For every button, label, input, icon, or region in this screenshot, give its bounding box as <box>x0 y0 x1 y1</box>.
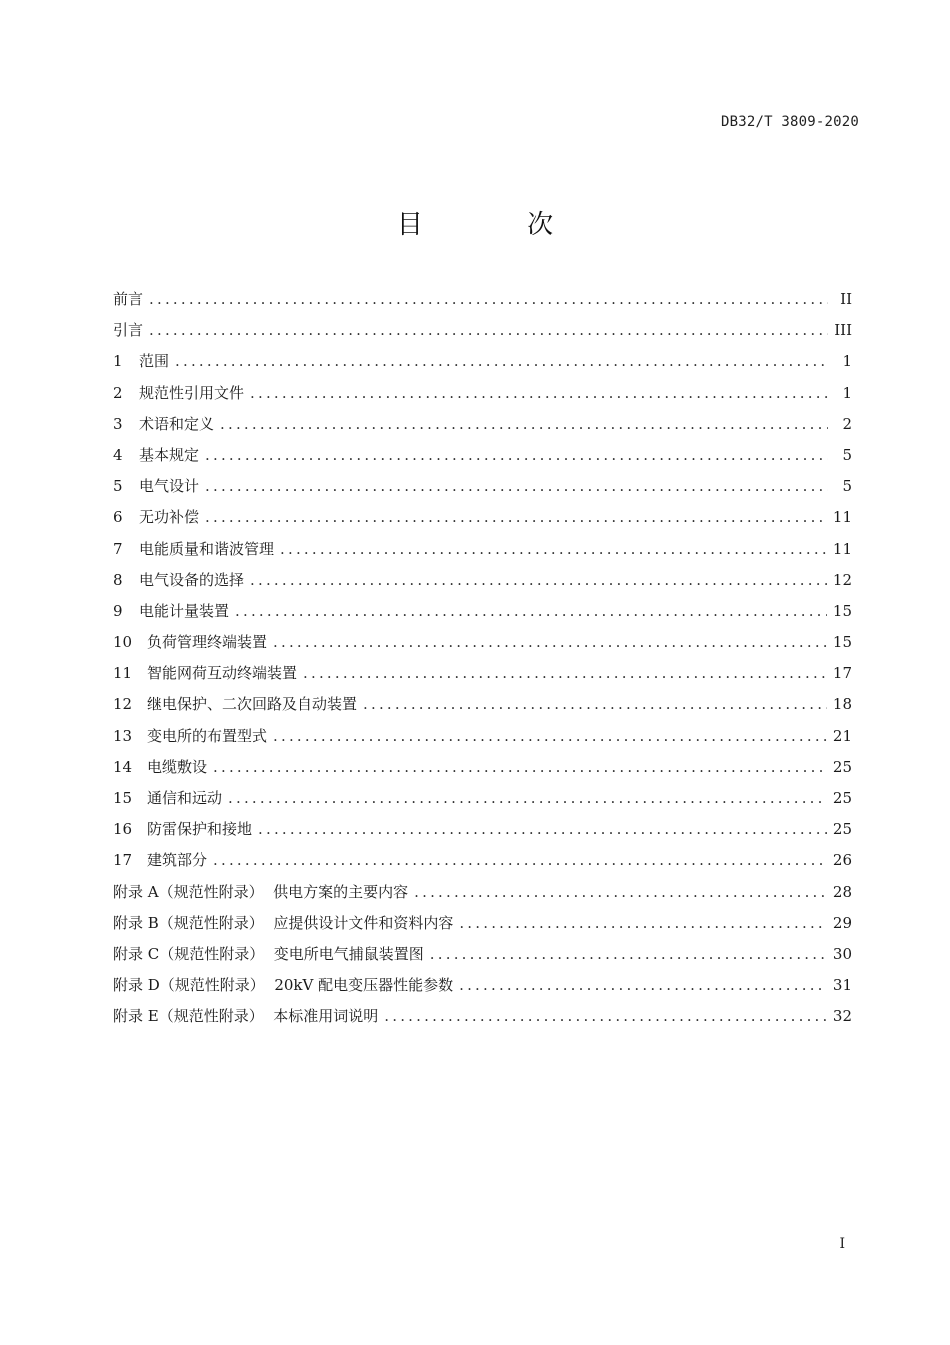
toc-leader-dots <box>459 970 827 1001</box>
toc-entry-page: 30 <box>832 944 852 963</box>
toc-entry-page: 26 <box>832 851 852 870</box>
toc-leader-dots <box>228 783 827 814</box>
toc-entry-label: 电能质量和谐波管理 <box>139 539 275 558</box>
toc-entry-number: 17 <box>113 851 133 870</box>
toc-entry-number: 8 <box>113 570 123 589</box>
toc-entry-page: II <box>840 290 852 308</box>
toc-leader-dots <box>258 814 827 845</box>
toc-leader-dots <box>303 658 827 689</box>
toc-leader-dots <box>149 315 828 346</box>
toc-entry-number: 5 <box>113 477 123 496</box>
toc-leader-dots <box>205 471 828 502</box>
toc-entry-number: 3 <box>113 414 123 433</box>
toc-entry-label: 智能网荷互动终端装置 <box>147 664 298 683</box>
toc-entry-label: 无功补偿 <box>139 508 200 527</box>
toc-entry-label: 电能计量装置 <box>139 601 230 620</box>
toc-leader-dots <box>149 284 828 315</box>
toc-entry-page: III <box>834 321 852 340</box>
toc-entry-page: 2 <box>842 414 852 433</box>
toc-entry-1[interactable] <box>113 346 852 377</box>
toc-entry-label: 范围 <box>139 352 170 371</box>
toc-entry-2[interactable] <box>113 378 852 409</box>
toc-entry-7[interactable] <box>113 534 852 565</box>
toc-entry-number: 15 <box>113 789 133 807</box>
toc-leader-dots <box>430 939 827 970</box>
toc-entry-appendix-b[interactable] <box>113 908 852 939</box>
toc-entry-label: 建筑部分 <box>147 851 208 870</box>
toc-entry-11[interactable] <box>113 658 852 689</box>
toc-entry-number: 12 <box>113 695 133 714</box>
toc-entry-3[interactable] <box>113 409 852 440</box>
toc-entry-label: 继电保护、二次回路及自动装置 <box>147 695 358 714</box>
toc-entry-label: 变电所的布置型式 <box>147 726 268 745</box>
toc-entry-page: 12 <box>832 570 852 589</box>
toc-entry-appendix-c[interactable] <box>113 939 852 970</box>
toc-entry-label: 附录 C（规范性附录） 变电所电气捕鼠装置图 <box>113 944 424 963</box>
toc-leader-dots <box>213 845 827 876</box>
toc-entry-label: 术语和定义 <box>139 414 215 433</box>
toc-entry-9[interactable] <box>113 596 852 627</box>
toc-leader-dots <box>273 627 827 658</box>
toc-entry-appendix-d[interactable] <box>113 970 852 1001</box>
toc-leader-dots <box>280 534 827 565</box>
toc-leader-dots <box>459 908 827 939</box>
toc-leader-dots <box>414 877 827 908</box>
toc-entry-appendix-a[interactable] <box>113 877 852 908</box>
toc-entry-16[interactable] <box>113 814 852 845</box>
toc-leader-dots <box>175 346 828 377</box>
toc-entry-label: 前言 <box>113 290 144 308</box>
toc-entry-label: 电气设备的选择 <box>139 570 245 589</box>
toc-leader-dots <box>250 378 828 409</box>
toc-entry-page: 11 <box>832 539 852 558</box>
toc-entry-number: 2 <box>113 383 123 402</box>
toc-entry-14[interactable] <box>113 752 852 783</box>
toc-entry-page: 17 <box>832 664 852 683</box>
toc-entry-label: 附录 B（规范性附录） 应提供设计文件和资料内容 <box>113 913 454 932</box>
toc-entry-introduction[interactable] <box>113 315 852 346</box>
toc-entry-12[interactable] <box>113 689 852 720</box>
toc-entry-page: 32 <box>832 1007 852 1026</box>
toc-entry-17[interactable] <box>113 845 852 876</box>
toc-entry-number: 4 <box>113 445 123 464</box>
toc-leader-dots <box>384 1001 827 1032</box>
toc-entry-6[interactable] <box>113 502 852 533</box>
toc-entry-page: 15 <box>832 633 852 652</box>
toc-entry-label: 基本规定 <box>139 445 200 464</box>
toc-entry-number: 13 <box>113 726 133 745</box>
toc-entry-number: 14 <box>113 757 133 776</box>
toc-entry-label: 通信和远动 <box>147 789 223 807</box>
toc-leader-dots <box>220 409 828 440</box>
toc-entry-page: 25 <box>832 789 852 807</box>
page-title: 目 次 <box>396 210 602 240</box>
toc-leader-dots <box>213 752 827 783</box>
toc-entry-page: 15 <box>832 601 852 620</box>
toc-entry-number: 11 <box>113 664 133 683</box>
toc-entry-page: 1 <box>842 383 852 402</box>
toc-entry-number: 6 <box>113 508 123 527</box>
toc-leader-dots <box>205 440 828 471</box>
toc-entry-number: 10 <box>113 633 133 652</box>
toc-entry-label: 引言 <box>113 321 144 340</box>
toc-entry-page: 25 <box>832 757 852 776</box>
toc-entry-4[interactable] <box>113 440 852 471</box>
toc-entry-page: 28 <box>832 882 852 901</box>
toc-entry-13[interactable] <box>113 721 852 752</box>
toc-leader-dots <box>235 596 827 627</box>
toc-entry-page: 31 <box>832 976 852 995</box>
toc-entry-number: 1 <box>113 352 123 371</box>
toc-leader-dots <box>205 502 827 533</box>
toc-entry-label: 附录 D（规范性附录） 20kV 配电变压器性能参数 <box>113 976 454 995</box>
standard-code: DB32/T 3809-2020 <box>720 114 859 130</box>
toc-entry-page: 5 <box>842 445 852 464</box>
toc-entry-label: 防雷保护和接地 <box>147 820 253 839</box>
toc-entry-label: 附录 E（规范性附录） 本标准用词说明 <box>113 1007 379 1026</box>
toc-entry-foreword[interactable] <box>113 284 852 315</box>
toc-entry-number: 16 <box>113 820 133 839</box>
table-of-contents <box>113 284 852 1033</box>
toc-leader-dots <box>250 565 827 596</box>
toc-entry-label: 规范性引用文件 <box>139 383 245 402</box>
toc-entry-page: 29 <box>832 913 852 932</box>
toc-entry-5[interactable] <box>113 471 852 502</box>
toc-entry-label: 电气设计 <box>139 477 200 496</box>
toc-entry-appendix-e[interactable] <box>113 1001 852 1032</box>
toc-entry-page: 5 <box>842 477 852 496</box>
toc-entry-label: 附录 A（规范性附录） 供电方案的主要内容 <box>113 882 409 901</box>
toc-entry-number: 9 <box>113 601 123 620</box>
toc-entry-10[interactable] <box>113 627 852 658</box>
toc-entry-page: 21 <box>832 726 852 745</box>
toc-entry-page: 11 <box>832 508 852 527</box>
toc-entry-label: 负荷管理终端装置 <box>147 633 268 652</box>
toc-entry-page: 1 <box>842 352 852 371</box>
toc-entry-page: 25 <box>832 820 852 839</box>
toc-entry-label: 电缆敷设 <box>147 757 208 776</box>
page-number: I <box>839 1236 845 1252</box>
toc-entry-page: 18 <box>832 695 852 714</box>
toc-leader-dots <box>273 721 827 752</box>
toc-entry-8[interactable] <box>113 565 852 596</box>
toc-entry-number: 7 <box>113 539 123 558</box>
toc-leader-dots <box>363 689 827 720</box>
toc-entry-15[interactable] <box>113 783 852 814</box>
